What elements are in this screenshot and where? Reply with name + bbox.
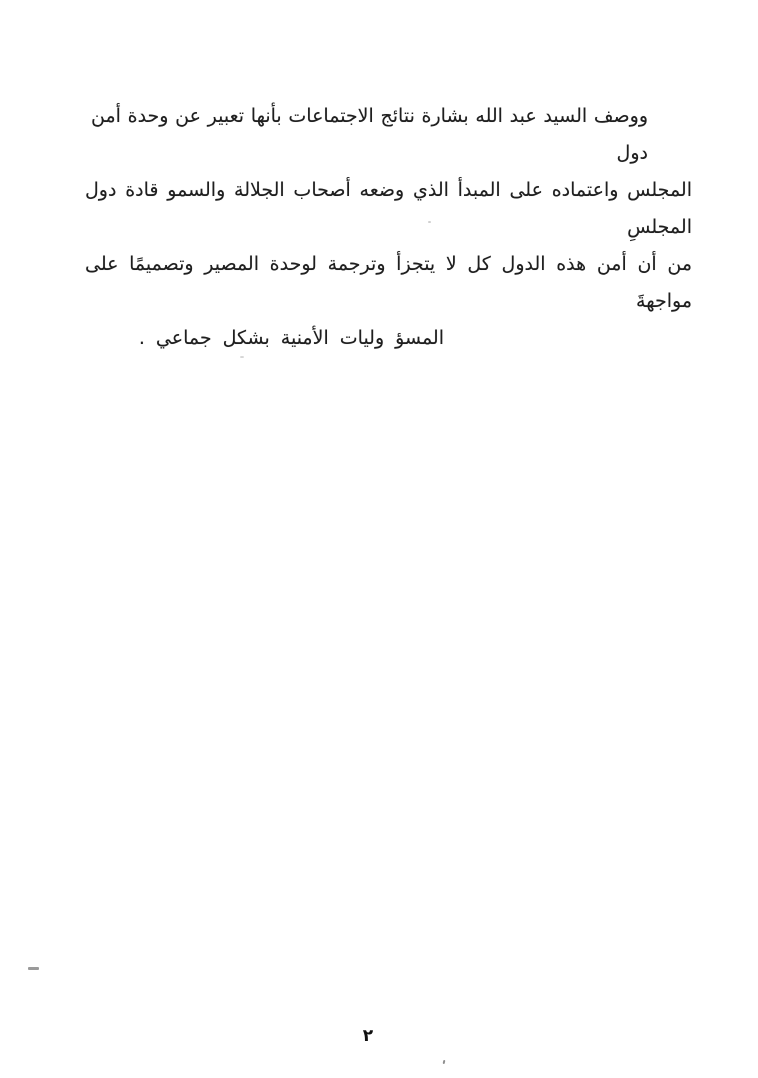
paragraph-line: من أن أمن هذه الدول كل لا يتجزأ وترجمة لوحدة المصير وتصميمًا على مواجهةَ — [85, 253, 692, 312]
scan-dash-artifact — [28, 967, 39, 970]
scan-speck — [240, 356, 244, 358]
page-number: ٢ — [362, 1026, 374, 1046]
paragraph-line: ووصف السيد عبد الله بشارة نتائج الاجتماعات بأنها تعبير عن وحدة أمن دول — [91, 105, 648, 164]
scan-tick-artifact — [443, 1060, 446, 1064]
scan-speck — [428, 221, 431, 223]
body-paragraph — [85, 98, 692, 357]
paragraph-line: المجلس واعتماده على المبدأ الذي وضعه أصحاب الجلالة والسمو قادة دول المجلسِ — [85, 179, 692, 238]
paragraph-line: المسؤ وليات الأمنية بشكل جماعي . — [138, 327, 444, 349]
